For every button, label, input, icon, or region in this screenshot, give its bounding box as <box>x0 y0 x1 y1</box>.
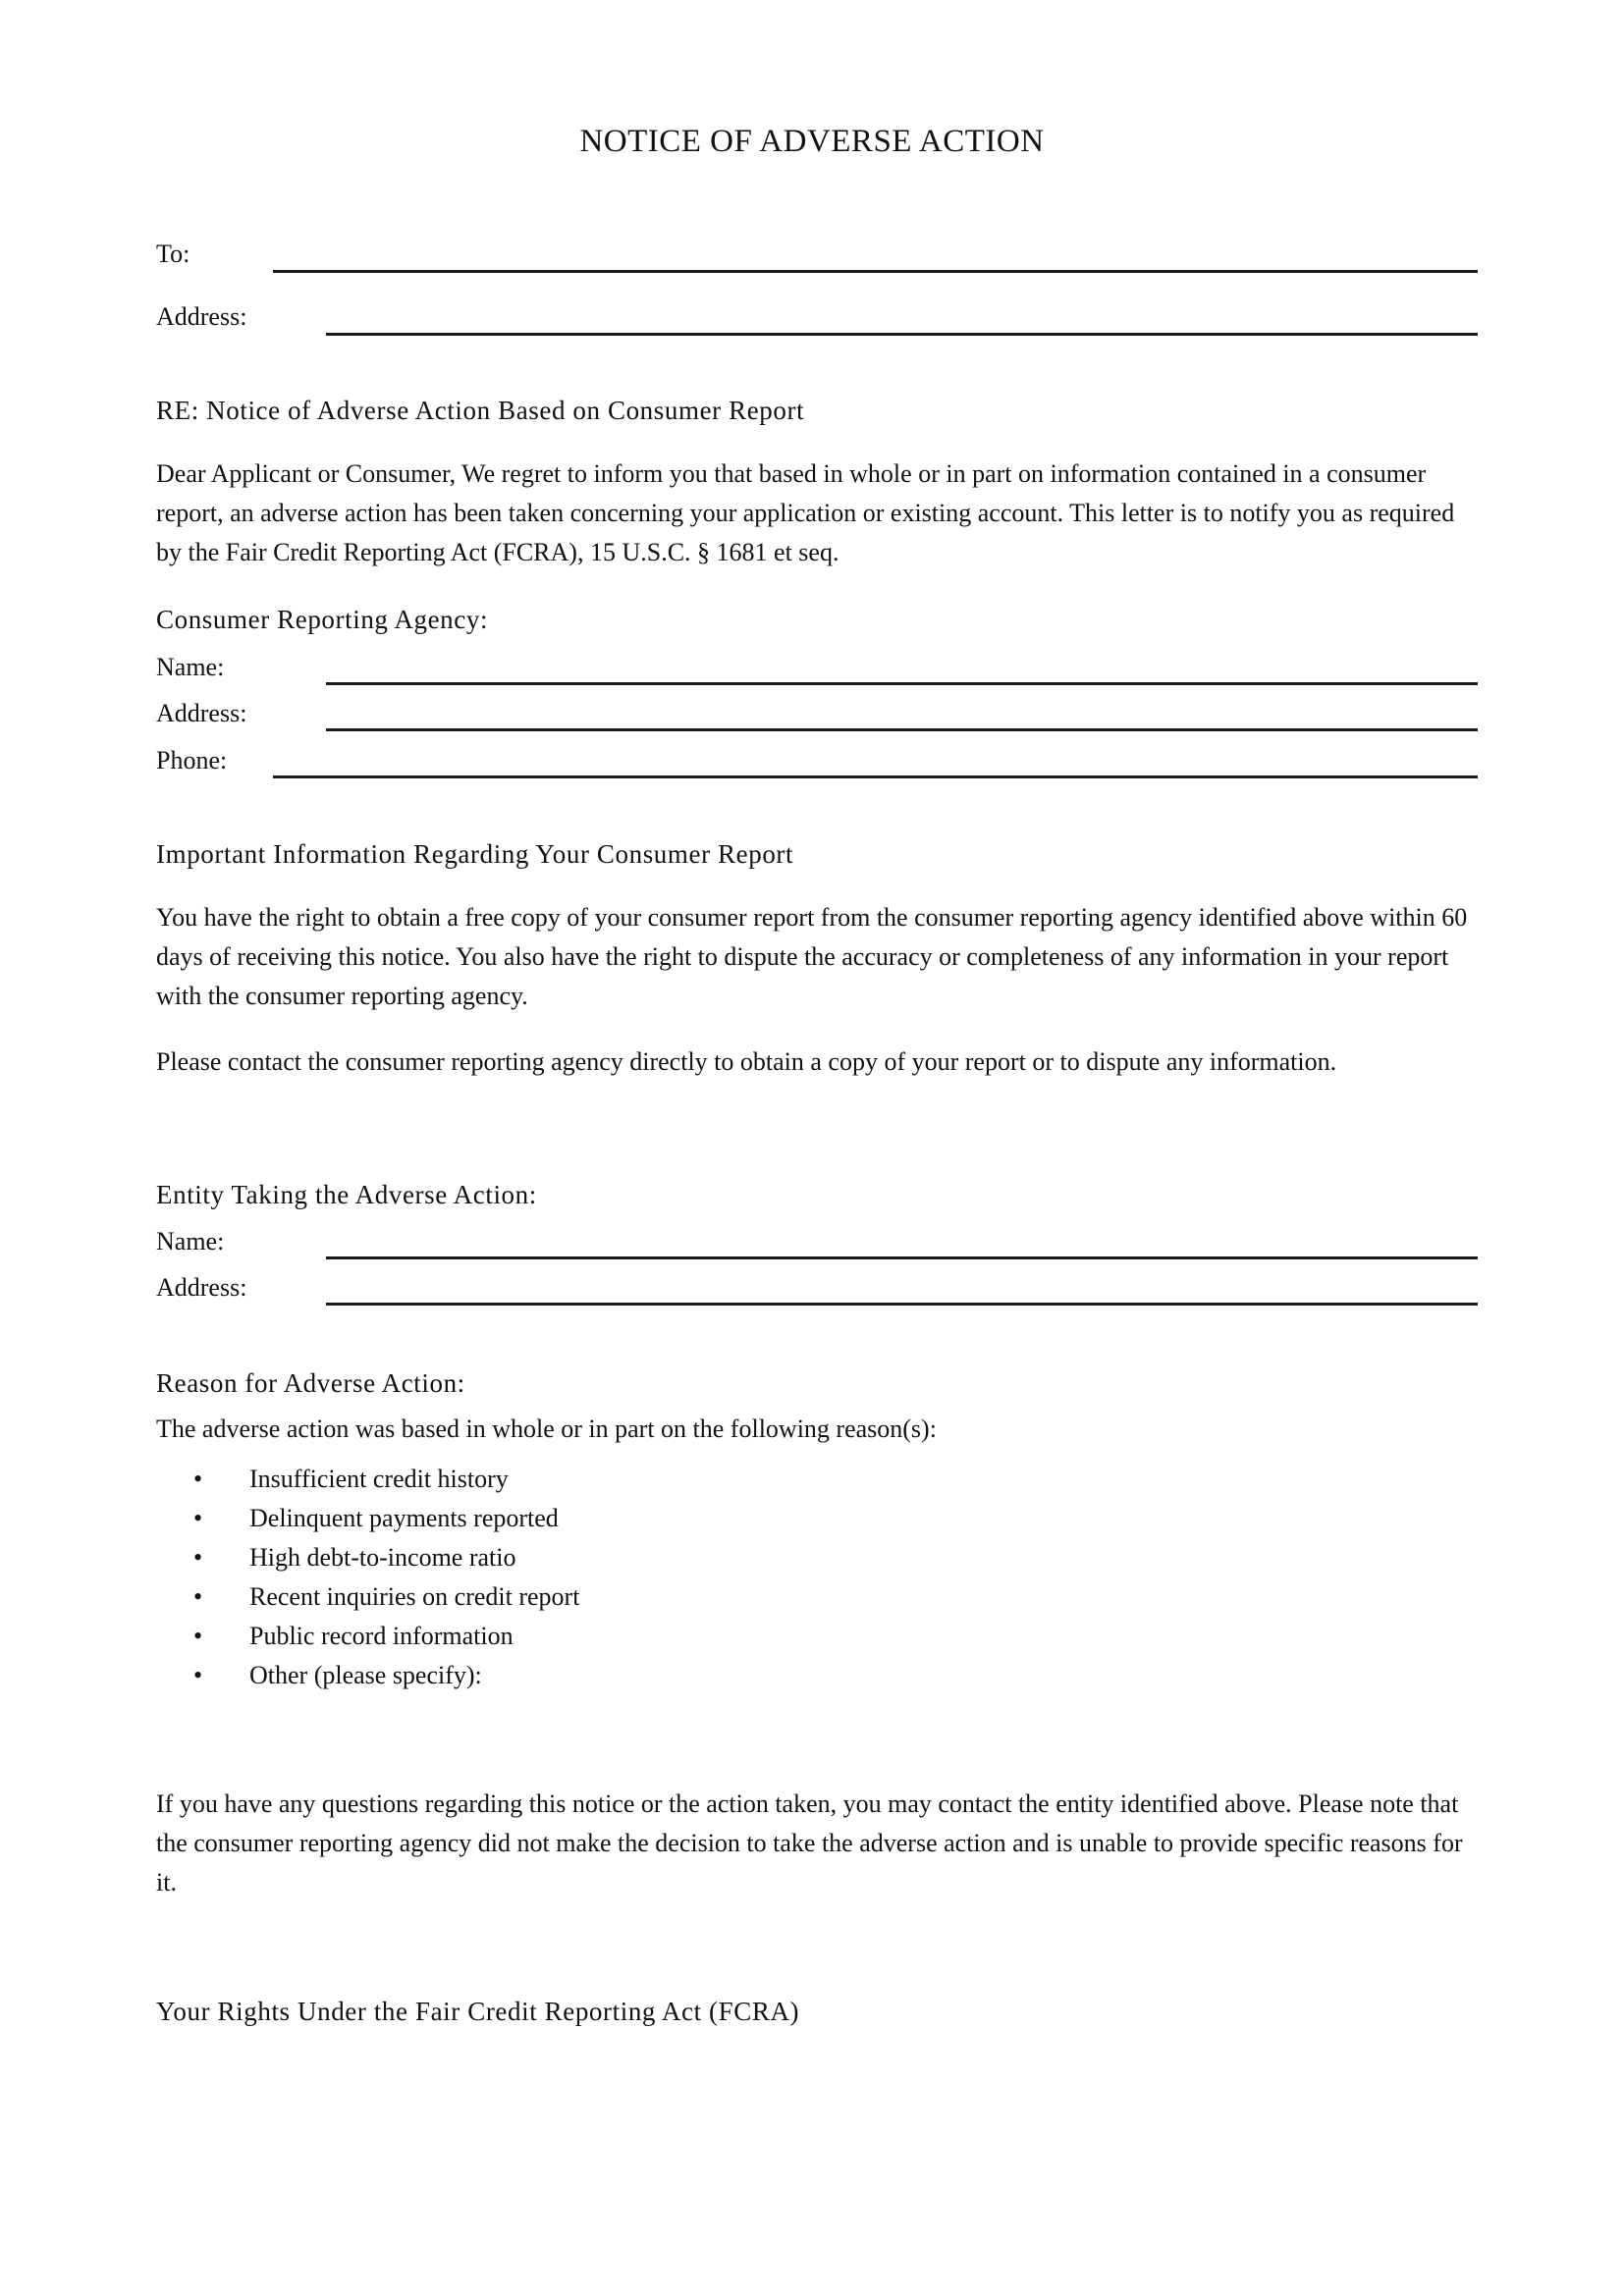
intro-paragraph: Dear Applicant or Consumer, We regret to inform you that based in whole or in part on information contained in a consumer report, an adverse action has been taken concerning your application or existing account. This letter is to notify you as required by the Fair Credit Reporting Act (FCRA), 15 U.S.C. § 1681 et seq. <box>156 459 1455 566</box>
contact-agency-paragraph: Please contact the consumer reporting agency directly to obtain a copy of your report or to dispute any information. <box>156 1047 1337 1076</box>
entity-address-label: Address: <box>156 1273 247 1302</box>
reason-text: Other (please specify): <box>249 1661 482 1689</box>
closing-paragraph: If you have any questions regarding this notice or the action taken, you may contact the entity identified above. Please note that the consumer reporting agency did not make the decision to take the adverse action and is unable to provide specific reasons for it. <box>156 1789 1463 1896</box>
agency-heading: Consumer Reporting Agency: <box>156 605 489 634</box>
reasons-list <box>156 1460 579 1695</box>
entity-name-label: Name: <box>156 1227 225 1255</box>
list-item <box>156 1617 579 1656</box>
agency-name-field-line[interactable] <box>326 682 1478 685</box>
document-title: NOTICE OF ADVERSE ACTION <box>579 124 1045 159</box>
reasons-heading: Reason for Adverse Action: <box>156 1368 465 1398</box>
entity-address-field-line[interactable] <box>326 1303 1478 1306</box>
recipient-address-field-line[interactable] <box>326 333 1478 336</box>
bullet-icon: • <box>193 1661 203 1689</box>
entity-name-field-line[interactable] <box>326 1256 1478 1259</box>
agency-phone-field-line[interactable] <box>273 775 1478 778</box>
reason-text: Recent inquiries on credit report <box>249 1582 580 1611</box>
bullet-icon: • <box>193 1504 203 1532</box>
important-info-paragraph: You have the right to obtain a free copy of your consumer report from the consumer reporting agency identified above within 60 days of receiving this notice. You also have the right to dispute the accuracy or completeness of any information in your report with the consumer reporting agency. <box>156 903 1468 1010</box>
re-line: RE: Notice of Adverse Action Based on Consumer Report <box>156 396 805 425</box>
list-item <box>156 1460 579 1499</box>
agency-phone-label: Phone: <box>156 746 228 774</box>
reason-text: High debt-to-income ratio <box>249 1543 516 1572</box>
bullet-icon: • <box>193 1465 203 1493</box>
important-info-heading: Important Information Regarding Your Consumer Report <box>156 839 794 869</box>
list-item <box>156 1499 579 1538</box>
bullet-icon: • <box>193 1622 203 1650</box>
list-item <box>156 1656 579 1695</box>
to-label: To: <box>156 240 190 268</box>
bullet-icon: • <box>193 1582 203 1611</box>
agency-address-label: Address: <box>156 699 247 727</box>
entity-heading: Entity Taking the Adverse Action: <box>156 1180 537 1209</box>
to-field-line[interactable] <box>273 270 1478 273</box>
bullet-icon: • <box>193 1543 203 1572</box>
recipient-address-label: Address: <box>156 302 247 331</box>
reasons-intro: The adverse action was based in whole or in part on the following reason(s): <box>156 1415 937 1443</box>
agency-name-label: Name: <box>156 653 225 681</box>
fcra-rights-heading: Your Rights Under the Fair Credit Reporting Act (FCRA) <box>156 1997 800 2026</box>
list-item <box>156 1577 579 1617</box>
reason-text: Delinquent payments reported <box>249 1504 559 1532</box>
reason-text: Public record information <box>249 1622 514 1650</box>
list-item <box>156 1538 579 1577</box>
reason-text: Insufficient credit history <box>249 1465 509 1493</box>
agency-address-field-line[interactable] <box>326 728 1478 731</box>
